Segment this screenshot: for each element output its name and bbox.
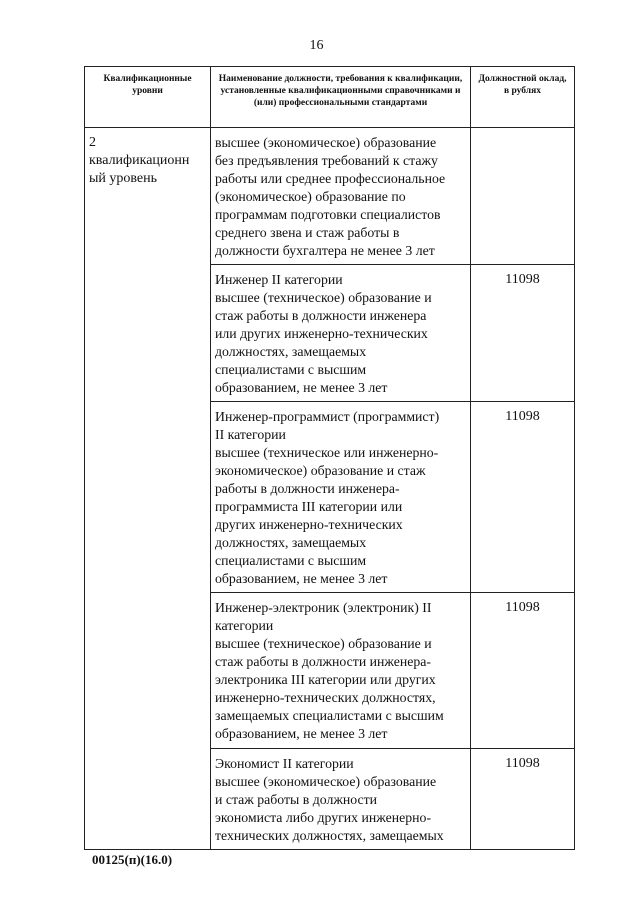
salary-cell <box>471 128 575 265</box>
description-line: Экономист II категории <box>215 756 354 771</box>
salary-cell: 11098 <box>471 749 575 850</box>
description-line: технических должностях, замещаемых <box>215 828 444 843</box>
description-line: замещаемых специалистами с высшим <box>215 708 444 723</box>
description-line: высшее (техническое или инженерно- <box>215 445 439 460</box>
header-salary: Должностной оклад, в рублях <box>471 67 575 128</box>
description-line: других инженерно-технических <box>215 517 403 532</box>
description-line: высшее (техническое) образование и <box>215 636 432 651</box>
salary-cell: 11098 <box>471 593 575 749</box>
page-number: 16 <box>309 38 324 53</box>
table-row <box>85 128 575 265</box>
description-line: электроника III категории или других <box>215 672 436 687</box>
description-line: без предъявления требований к стажу <box>215 153 438 168</box>
description-line: должностях, замещаемых <box>215 535 367 550</box>
description-line: специалистами с высшим <box>215 553 367 568</box>
qualification-level-cell <box>85 128 211 850</box>
description-line: образованием, не менее 3 лет <box>215 571 388 586</box>
description-line: Инженер II категории <box>215 272 343 287</box>
qualification-table <box>84 66 575 850</box>
description-line: Инженер-электроник (электроник) II <box>215 600 432 615</box>
level-line: ый уровень <box>89 171 158 186</box>
position-description-cell <box>211 265 471 402</box>
description-line: инженерно-технических должностях, <box>215 690 436 705</box>
description-line: среднего звена и стаж работы в <box>215 225 400 240</box>
level-line: квалификационн <box>89 153 190 168</box>
position-description-cell <box>211 593 471 749</box>
description-line: работы в должности инженера- <box>215 481 400 496</box>
description-line: высшее (техническое) образование и <box>215 290 432 305</box>
description-line: II категории <box>215 427 286 442</box>
footer-code: 00125(п)(16.0) <box>92 852 173 867</box>
header-qualification-levels: Квалификационные уровни <box>85 67 211 128</box>
description-line: образованием, не менее 3 лет <box>215 726 388 741</box>
description-line: программиста III категории или <box>215 499 403 514</box>
description-line: экономиста либо других инженерно- <box>215 810 432 825</box>
salary-cell: 11098 <box>471 265 575 402</box>
description-line: Инженер-программист (программист) <box>215 409 440 424</box>
description-line: категории <box>215 618 274 633</box>
level-line: 2 <box>89 135 96 150</box>
table-header-row <box>85 67 575 128</box>
salary-cell: 11098 <box>471 402 575 593</box>
description-line: должности бухгалтера не менее 3 лет <box>215 243 435 258</box>
position-description-cell <box>211 402 471 593</box>
description-line: высшее (экономическое) образование <box>215 774 437 789</box>
description-line: работы или среднее профессиональное <box>215 171 446 186</box>
description-line: стаж работы в должности инженера- <box>215 654 432 669</box>
position-description-cell <box>211 749 471 850</box>
description-line: (экономическое) образование по <box>215 189 406 204</box>
description-line: стаж работы в должности инженера <box>215 308 427 323</box>
header-position-requirements: Наименование должности, требования к квалификации, установленные квалификационными справочниками и (или) профессиональными стандартами <box>211 67 471 128</box>
description-line: или других инженерно-технических <box>215 326 428 341</box>
description-line: программам подготовки специалистов <box>215 207 441 222</box>
description-line: экономическое) образование и стаж <box>215 463 426 478</box>
description-line: и стаж работы в должности <box>215 792 378 807</box>
position-description-cell <box>211 128 471 265</box>
description-line: высшее (экономическое) образование <box>215 135 437 150</box>
table-body <box>85 128 575 850</box>
description-line: образованием, не менее 3 лет <box>215 380 388 395</box>
description-line: должностях, замещаемых <box>215 344 367 359</box>
description-line: специалистами с высшим <box>215 362 367 377</box>
